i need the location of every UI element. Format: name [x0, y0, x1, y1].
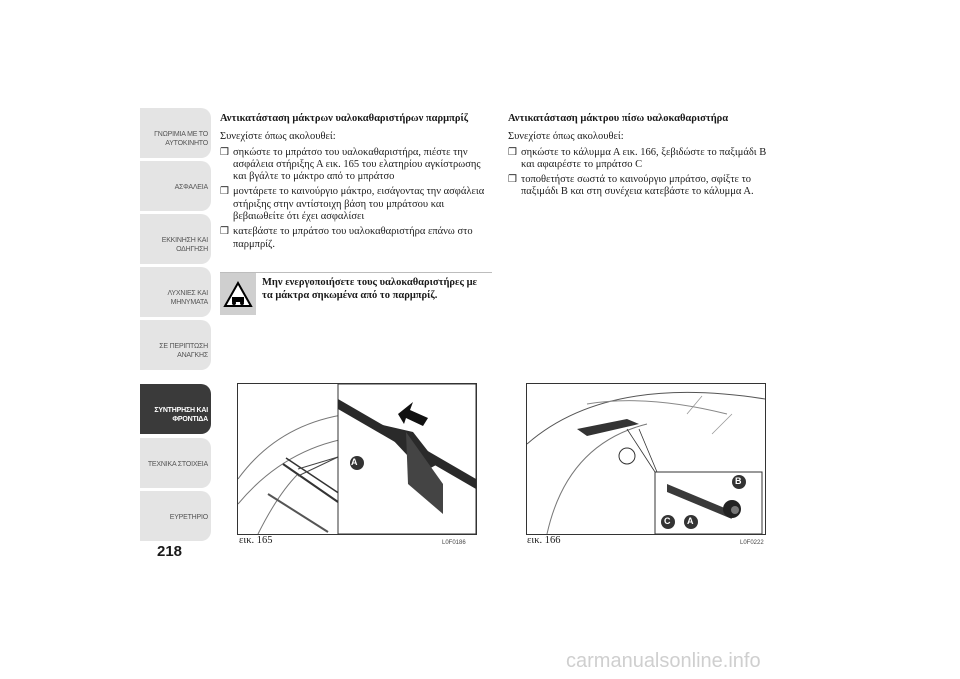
section-title-rear: Αντικατάσταση μάκτρου πίσω υαλοκαθαριστήρα	[508, 113, 729, 124]
label-c: C	[664, 516, 671, 526]
tab-lights-messages[interactable]: ΛΥΧΝΙΕΣ ΚΑΙ ΜΗΝΥΜΑΤΑ	[140, 267, 211, 317]
list-item: ❒ κατεβάστε το μπράτσο του υαλοκαθαριστήρα επάνω στο παρμπρίζ.	[220, 226, 473, 250]
tab-getting-to-know[interactable]: ΓΝΩΡΙΜΙΑ ΜΕ ΤΟ ΑΥΤΟΚΙΝΗΤΟ	[140, 108, 211, 158]
figure-165	[237, 383, 477, 535]
figure-166-code: L0F0222	[740, 540, 764, 546]
left-column	[220, 113, 495, 254]
right-column	[508, 113, 770, 202]
figure-165-caption: εικ. 165	[239, 535, 273, 546]
figure-165-code: L0F0186	[442, 540, 466, 546]
label-a: A	[687, 516, 694, 526]
checkbox-bullet-icon: ❒	[220, 226, 229, 238]
rear-wiper-illustration	[527, 384, 765, 534]
checkbox-bullet-icon: ❒	[220, 146, 229, 158]
section-title-windscreen: Αντικατάσταση μάκτρων υαλοκαθαριστήρων παρμπρίζ	[220, 113, 469, 124]
tab-technical-data[interactable]: ΤΕΧΝΙΚΑ ΣΤΟΙΧΕΙΑ	[140, 438, 211, 488]
tab-maintenance[interactable]: ΣΥΝΤΗΡΗΣΗ ΚΑΙ ΦΡΟΝΤΙΔΑ	[140, 384, 211, 434]
list-item: ❒ μοντάρετε το καινούργιο μάκτρο, εισάγοντας την ασφάλεια στήριξης στην αντίστοιχη βάση του μπράτσου και βεβαιωθείτε ότι έχει ασφαλίσει	[220, 186, 485, 223]
list-item: ❒ σηκώστε το μπράτσο του υαλοκαθαριστήρα, πιέστε την ασφάλεια στήριξης Α εικ. 165 του ελατηρίου αγκίστρωσης και βγάλτε το μάκτρο από το μπράτσο	[220, 146, 481, 183]
warning-icon	[220, 273, 256, 315]
warning-box	[220, 272, 492, 315]
page-number: 218	[157, 543, 183, 560]
intro-text: Συνεχίστε όπως ακολουθεί:	[508, 131, 624, 143]
warning-text: Μην ενεργοποιήσετε τους υαλοκαθαριστήρες με τα μάκτρα σηκωμένα από το παρμπρίζ.	[262, 277, 478, 301]
watermark: carmanualsonline.info	[566, 650, 761, 672]
label-b: B	[735, 476, 742, 486]
checkbox-bullet-icon: ❒	[220, 186, 229, 198]
figure-166-caption: εικ. 166	[527, 535, 561, 546]
tab-safety[interactable]: ΑΣΦΑΛΕΙΑ	[140, 161, 211, 211]
tab-starting-driving[interactable]: ΕΚΚΙΝΗΣΗ ΚΑΙ ΟΔΗΓΗΣΗ	[140, 214, 211, 264]
list-item: ❒ τοποθετήστε σωστά το καινούργιο μπράτσο, σφίξτε το παξιμάδι Β και στη συνέχεια κατεβάστε το κάλυμμα Α.	[508, 174, 754, 198]
tab-emergency[interactable]: ΣΕ ΠΕΡΙΠΤΩΣΗ ΑΝΑΓΚΗΣ	[140, 320, 211, 370]
figure-166	[526, 383, 766, 535]
checkbox-bullet-icon: ❒	[508, 174, 517, 186]
tab-index[interactable]: ΕΥΡΕΤΗΡΙΟ	[140, 491, 211, 541]
checkbox-bullet-icon: ❒	[508, 146, 517, 158]
intro-text: Συνεχίστε όπως ακολουθεί:	[220, 131, 336, 143]
list-item: ❒ σηκώστε το κάλυμμα Α εικ. 166, ξεβιδώστε το παξιμάδι Β και αφαιρέστε το μπράτσο C	[508, 146, 767, 170]
label-a: A	[351, 457, 358, 467]
